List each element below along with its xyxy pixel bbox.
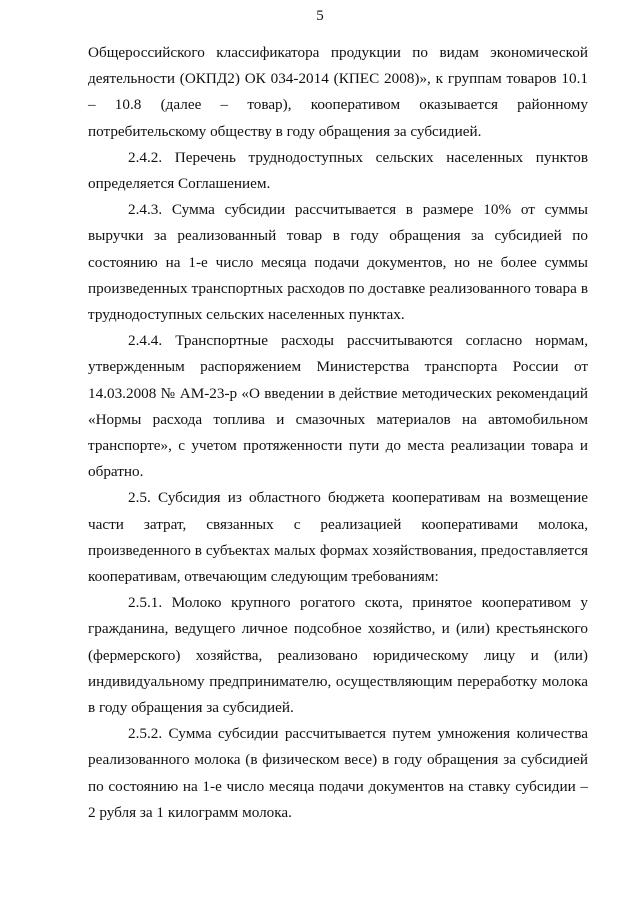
paragraph-2-4-4: 2.4.4. Транспортные расходы рассчитываются согласно нормам, утвержденным распоряжением Министерства транспорта России от 14.03.2008 № АМ-23-р «О введении в действие методических рекомендаций «Нормы расхода топлива и смазочных материалов на автомобильном транспорте», с учетом протяженности пути до места реализации товара и обратно.: [88, 332, 588, 481]
paragraph-2-5-2: 2.5.2. Сумма субсидии рассчитывается путем умножения количества реализованного молока (в физическом весе) в году обращения за субсидией по состоянию на 1-е число месяца подачи документов на ставку субсидии – 2 рубля за 1 килограмм молока.: [88, 725, 588, 821]
paragraph-2-5-1: 2.5.1. Молоко крупного рогатого скота, принятое кооперативом у гражданина, ведущего личное подсобное хозяйство, и (или) крестьянского (фермерского) хозяйства, реализовано юридическому лицу и (или) индивидуальному предпринимателю, осуществляющим переработку молока в году обращения за субсидией.: [88, 594, 588, 717]
paragraph-2-4-2: 2.4.2. Перечень труднодоступных сельских населенных пунктов определяется Соглашением.: [88, 148, 588, 193]
paragraph-2-5: 2.5. Субсидия из областного бюджета кооперативам на возмещение части затрат, связанных с реализацией кооперативами молока, произведенного в субъектах малых формах хозяйствования, предоставляется кооперативам, отвечающим следующим требованиям:: [88, 489, 588, 586]
page-number: 5: [316, 8, 324, 24]
paragraph-2-4-3: 2.4.3. Сумма субсидии рассчитывается в размере 10% от суммы выручки за реализованный товар в году обращения за субсидией по состоянию на 1-е число месяца подачи документов, но не более суммы произведенных транспортных расходов по доставке реализованного товара в труднодоступных сельских населенных пунктах.: [88, 201, 588, 324]
paragraph-continuation: Общероссийского классификатора продукции по видам экономической деятельности (ОКПД2) ОК 034-2014 (КПЕС 2008)», к группам товаров 10.1 – 10.8 (далее – товар), кооперативом оказывается районному потребительскому обществу в году обращения за субсидией.: [88, 44, 588, 140]
document-body: [88, 40, 588, 826]
